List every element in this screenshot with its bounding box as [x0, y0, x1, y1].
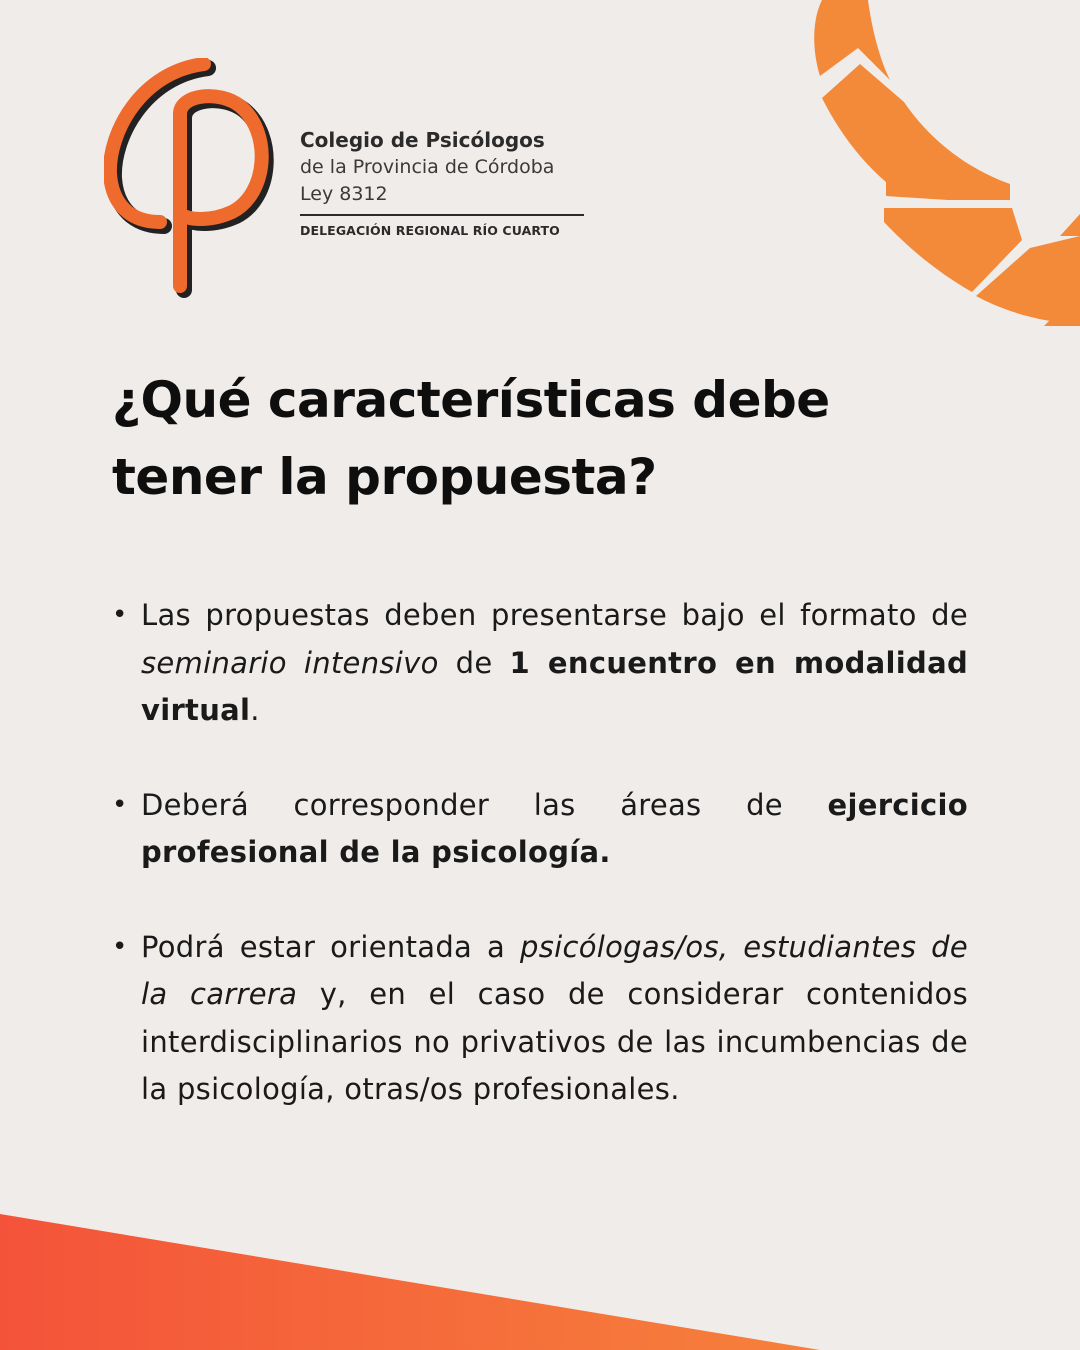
org-law: Ley 8312 [300, 183, 388, 205]
requirements-list [108, 592, 968, 1114]
bullet-text: y, en el caso de considerar contenidos interdisciplinarios no privativos de las incumbencias de la psicología, otras/os profesionales. [141, 977, 968, 1106]
bullet-marker: • [112, 931, 128, 962]
bullet-text: . [250, 693, 260, 727]
title-line-1: ¿Qué características debe [112, 371, 830, 429]
org-delegation: DELEGACIÓN REGIONAL RÍO CUARTO [300, 223, 560, 238]
bullet-marker: • [112, 789, 128, 820]
decorative-bottom-wedge [0, 1200, 1080, 1350]
bullet-text: de [438, 645, 510, 680]
page-title [112, 362, 1012, 516]
bullet-emphasis: seminario intensivo [141, 645, 439, 680]
organization-logo [104, 58, 604, 298]
list-item [108, 782, 968, 877]
bullet-emphasis: psicólogas/os, estudiantes de la carrera [141, 929, 968, 1011]
logo-divider [300, 214, 584, 216]
title-line-2: tener la propuesta? [112, 448, 657, 506]
bullet-strong: 1 encuentro en modalidad virtual [141, 645, 969, 727]
cp-logo-icon [104, 58, 284, 298]
list-item [108, 592, 968, 735]
bullet-text: Las propuestas deben presentarse bajo el formato de [141, 598, 968, 632]
bullet-text: Podrá estar orientada a [141, 929, 520, 964]
list-item [108, 924, 968, 1114]
bullet-strong: ejercicio profesional de la psicología. [141, 787, 968, 869]
logo-text [300, 126, 588, 238]
bullet-marker: • [112, 600, 128, 630]
org-subtitle: de la Provincia de Córdoba [300, 156, 555, 178]
org-name: Colegio de Psicólogos [300, 128, 545, 152]
bullet-text: Deberá corresponder las áreas de [141, 787, 828, 822]
